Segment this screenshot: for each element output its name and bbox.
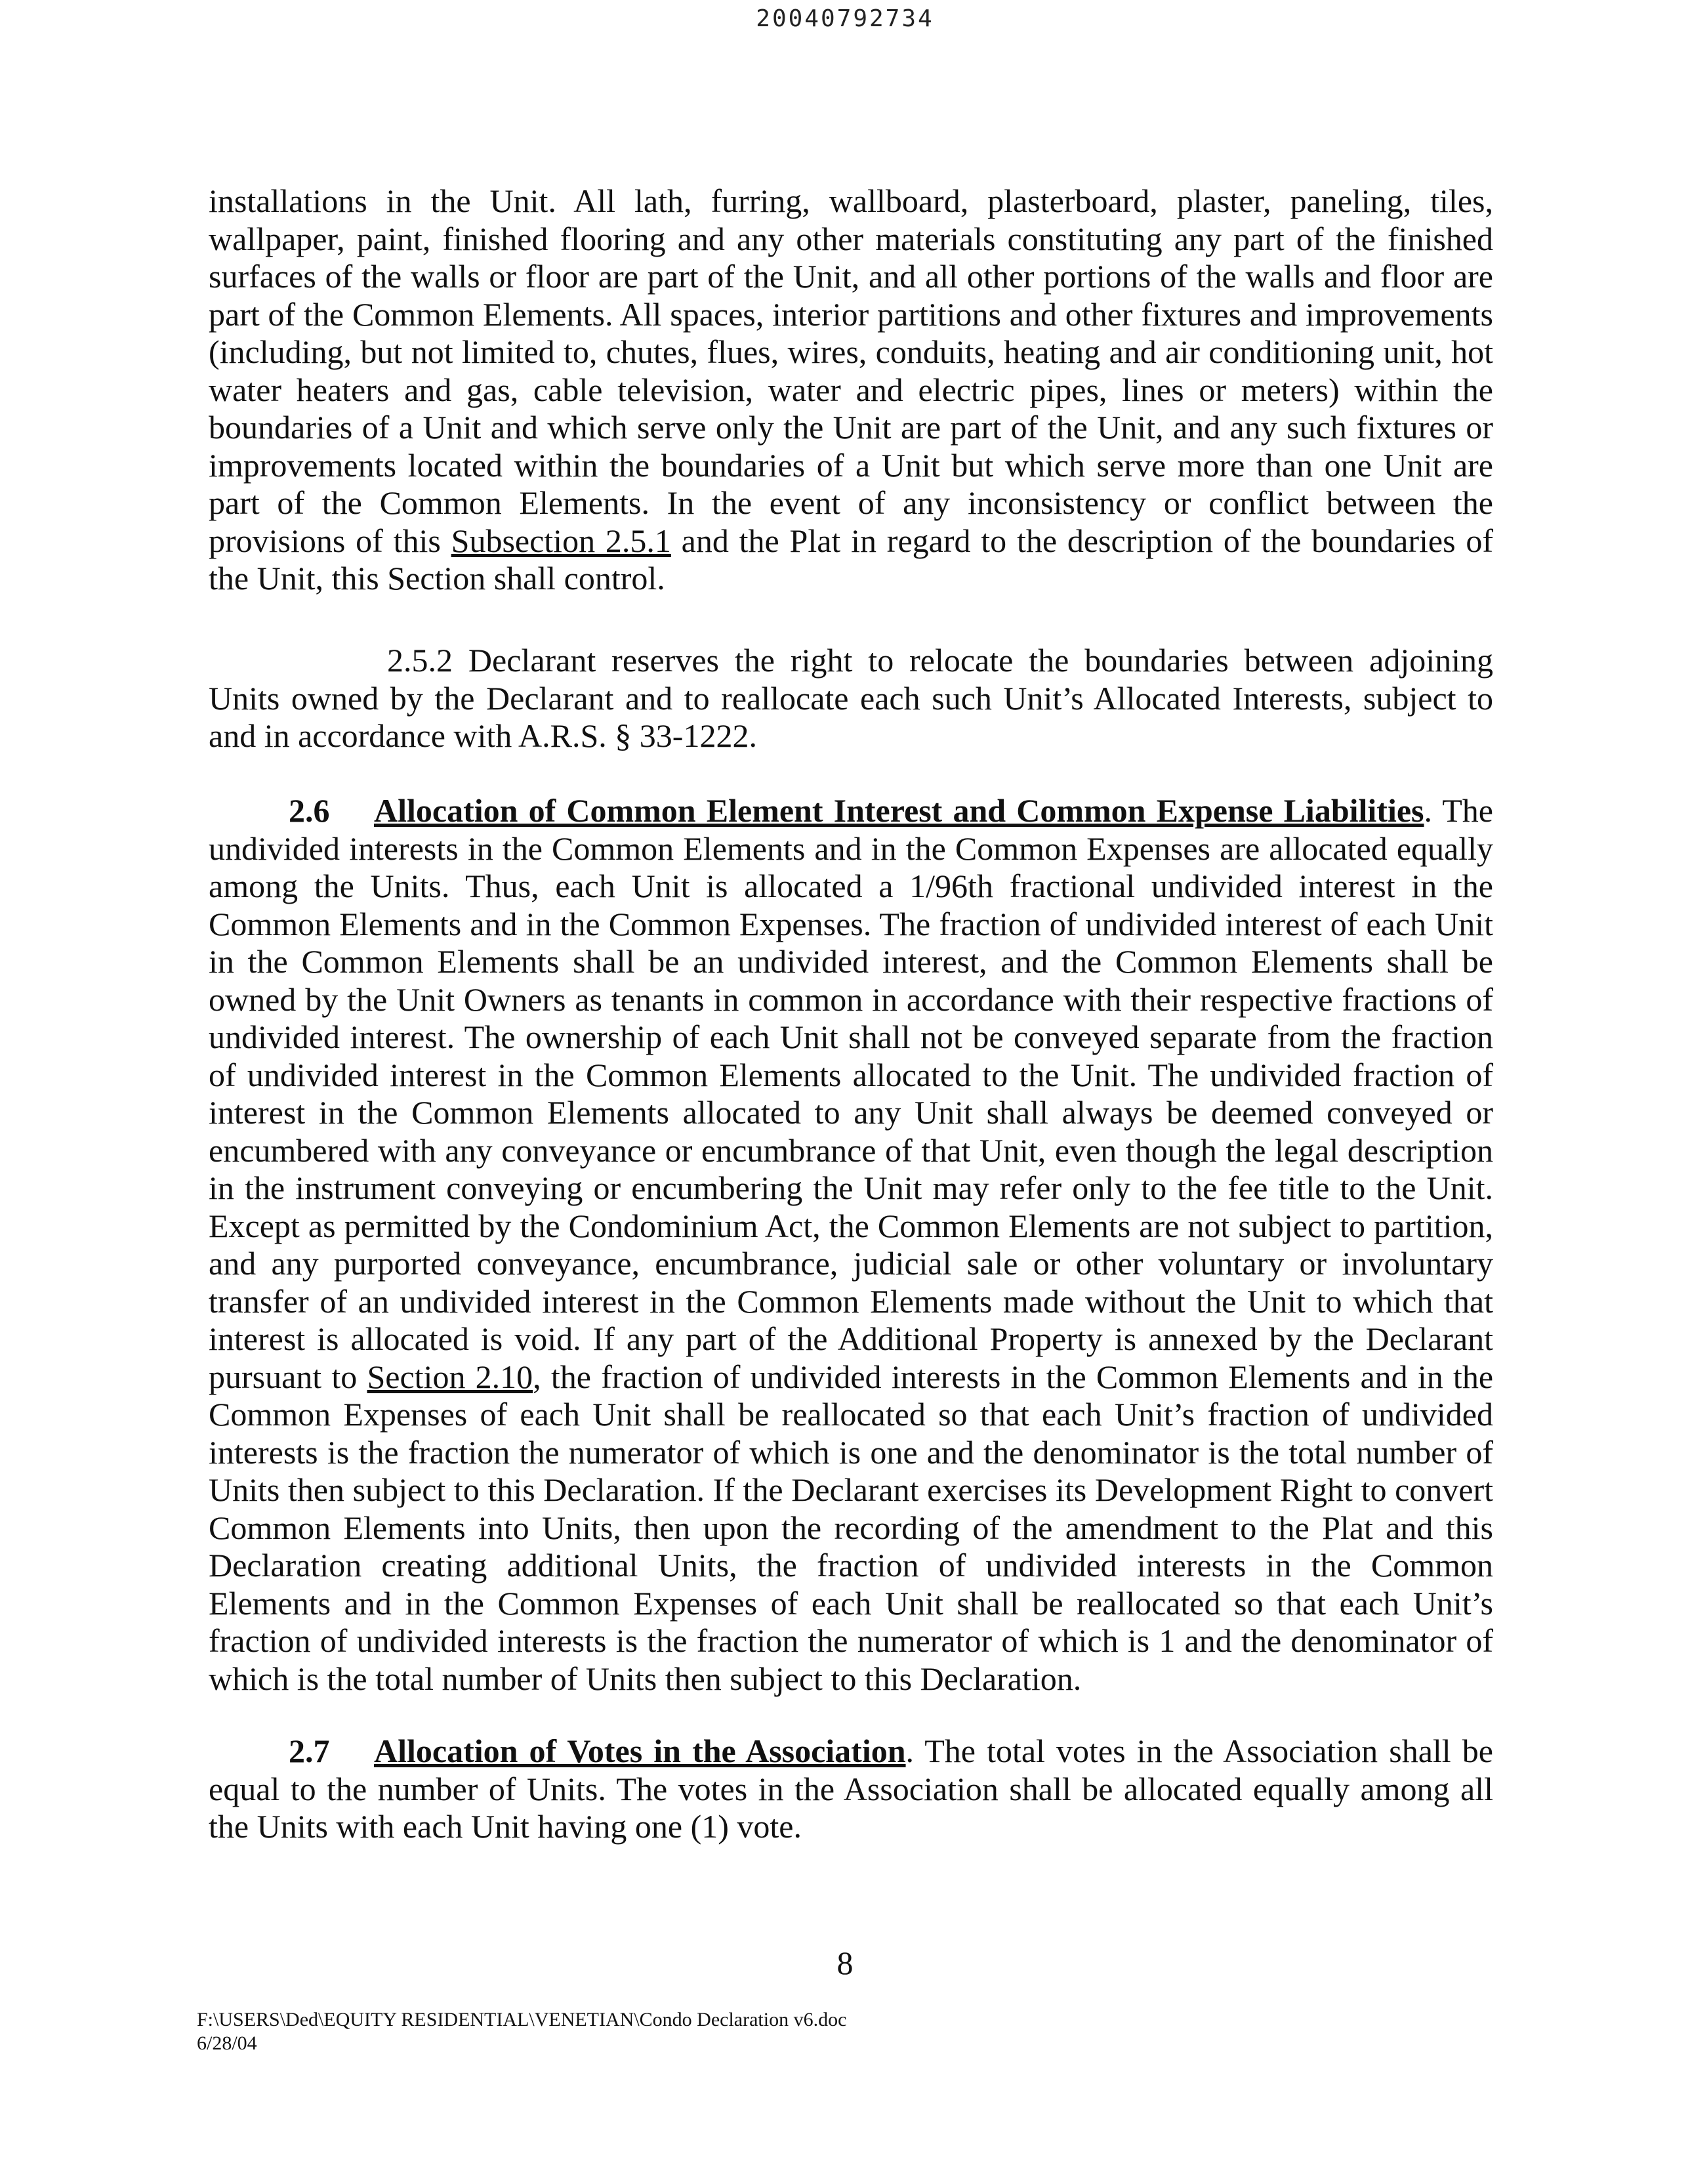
section-number: 2.6	[289, 792, 330, 829]
paragraph-text: installations in the Unit. All lath, furring, wallboard, plasterboard, plaster, paneling, tiles, wallpaper, paint, finished flooring and any other materials constituting any part of the finished surfaces of the walls or floor are part of the Unit, and all other portions of the walls and floor are part of the Common Elements. All spaces, interior partitions and other fixtures and improvements (including, but not limited to, chutes, flues, wires, conduits, heating and air conditioning unit, hot water heaters and gas, cable television, water and electric pipes, lines or meters) within the boundaries of a Unit and which serve only the Unit are part of the Unit, and any such fixtures or improvements located within the boundaries of a Unit but which serve more than one Unit are part of the Common Elements. In the event of any inconsistency or conflict between the provisions of this	[209, 182, 1493, 559]
paragraph-text-after: and the Plat in regard to the description of the boundaries of the Unit, this Section shall control.	[209, 522, 1493, 597]
paragraph-text-after: , the fraction of undivided interests in the Common Elements and in the Common Expenses of each Unit shall be reallocated so that each Unit’s fraction of undivided interests is the fraction the numerator of which is one and the denominator is the total number of Units then subject to this Declaration. If the Declarant exercises its Development Right to convert Common Elements into Units, then upon the recording of the amendment to the Plat and this Declaration creating additional Units, the fraction of undivided interests in the Common Elements and in the Common Expenses of each Unit shall be reallocated so that each Unit’s fraction of undivided interests is the fraction the numerator of which is 1 and the denominator of which is the total number of Units then subject to this Declaration.	[209, 1358, 1494, 1697]
paragraph-text: . The undivided interests in the Common Elements and in the Common Expenses are allocated equally among the Units. Thus, each Unit is allocated a 1/96th fractional undivided interest in the Common Elements and in the Common Expenses. The fraction of undivided interest of each Unit in the Common Elements shall be an undivided interest, and the Common Elements shall be owned by the Unit Owners as tenants in common in accordance with their respective fractions of undivided interest. The ownership of each Unit shall not be conveyed separate from the fraction of undivided interest in the Common Elements allocated to the Unit. The undivided fraction of interest in the Common Elements allocated to any Unit shall always be deemed conveyed or encumbered with any conveyance or encumbrance of that Unit, even though the legal description in the instrument conveying or encumbering the Unit may refer only to the fee title to the Unit. Except as permitted by the Condominium Act, the Common Elements are not subject to partition, and any purported conveyance, encumbrance, judicial sale or other voluntary or involuntary transfer of an undivided interest in the Common Elements made without the Unit to which that interest is allocated is void. If any part of the Additional Property is annexed by the Declarant pursuant to	[209, 792, 1493, 1395]
footer	[197, 2008, 846, 2055]
section-heading: Allocation of Votes in the Association	[374, 1732, 906, 1769]
paragraph-2-5-1-continued	[209, 182, 1493, 598]
document-number: 20040792734	[756, 5, 934, 32]
paragraph-text: . The total votes in the Association shall be equal to the number of Units. The votes in the Association shall be allocated equally among all the Units with each Unit having one (1) vote.	[209, 1732, 1493, 1845]
section-heading: Allocation of Common Element Interest and Common Expense Liabilities	[374, 792, 1424, 829]
section-number: 2.7	[289, 1732, 330, 1769]
page-number: 8	[836, 1944, 854, 1981]
section-reference: Section 2.10	[367, 1358, 533, 1395]
paragraph-2-5-2	[209, 642, 1493, 755]
paragraph-text: Declarant reserves the right to relocate the boundaries between adjoining Units owned by the Declarant and to reallocate each such Unit’s Allocated Interests, subject to and in accordance with A.R.S. § 33-1222.	[209, 642, 1493, 754]
section-2-7	[209, 1732, 1493, 1846]
footer-date: 6/28/04	[197, 2032, 257, 2054]
footer-file-path: F:\USERS\Ded\EQUITY RESIDENTIAL\VENETIAN\Condo Declaration v6.doc	[197, 2009, 847, 2030]
subsection-number: 2.5.2	[387, 642, 453, 679]
section-2-6	[209, 792, 1493, 1698]
subsection-reference: Subsection 2.5.1	[451, 522, 671, 559]
